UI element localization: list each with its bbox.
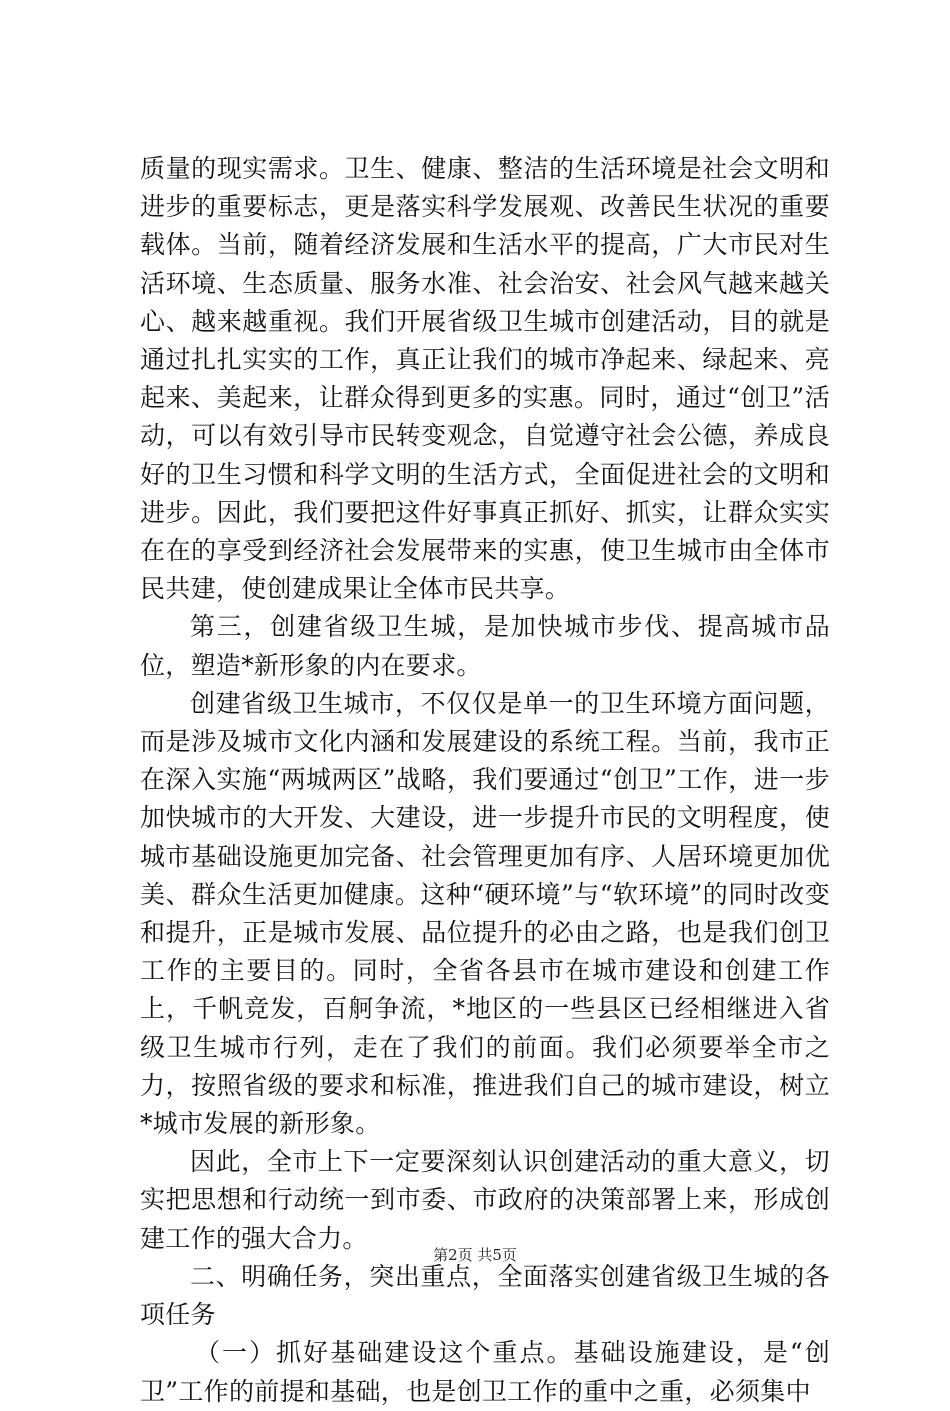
paragraph-point-three: 第三，创建省级卫生城，是加快城市步伐、提高城市品位，塑造*新形象的内在要求。 [140, 612, 830, 680]
paragraph-conclusion: 因此，全市上下一定要深刻认识创建活动的重大意义，切实把思想和行动统一到市委、市政府的决策部署上来，形成创建工作的强大合力。 [140, 1147, 830, 1253]
paragraph-subsection-one: （一）抓好基础建设这个重点。基础设施建设，是“创卫”工作的前提和基础，也是创卫工作的重中之重，必须集中 [140, 1338, 830, 1406]
paragraph-city-system: 创建省级卫生城市，不仅仅是单一的卫生环境方面问题，而是涉及城市文化内涵和发展建设的系统工程。当前，我市正在深入实施“两城两区”战略，我们要通过“创卫”工作，进一步加快城市的大开发、大建设，进一步提升市民的文明程度，使城市基础设施更加完备、社会管理更加有序、人居环境更加优美、群众生活更加健康。这种“硬环境”与“软环境”的同时改变和提升，正是城市发展、品位提升的必由之路，也是我们创卫工作的主要目的。同时，全省各县市在城市建设和创建工作上，千帆竞发，百舸争流，*地区的一些县区已经相继进入省级卫生城市行列，走在了我们的前面。我们必须要举全市之力，按照省级的要求和标准，推进我们自己的城市建设，树立*城市发展的新形象。 [140, 688, 830, 1139]
section-heading-two: 二、明确任务，突出重点，全面落实创建省级卫生城的各项任务 [140, 1261, 830, 1330]
paragraph-continuation: 质量的现实需求。卫生、健康、整洁的生活环境是社会文明和进步的重要标志，更是落实科学发展观、改善民生状况的重要载体。当前，随着经济发展和生活水平的提高，广大市民对生活环境、生态质量、服务水准、社会治安、社会风气越来越关心、越来越重视。我们开展省级卫生城市创建活动，目的就是通过扎扎实实的工作，真正让我们的城市净起来、绿起来、亮起来、美起来，让群众得到更多的实惠。同时，通过“创卫”活动，可以有效引导市民转变观念，自觉遵守社会公德，养成良好的卫生习惯和科学文明的生活方式，全面促进社会的文明和进步。因此，我们要把这件好事真正抓好、抓实，让群众实实在在的享受到经济社会发展带来的实惠，使卫生城市由全体市民共建，使创建成果让全体市民共享。 [140, 154, 830, 604]
document-body [140, 150, 830, 1411]
page-number-footer: 第2页 共5页 [433, 1246, 517, 1264]
